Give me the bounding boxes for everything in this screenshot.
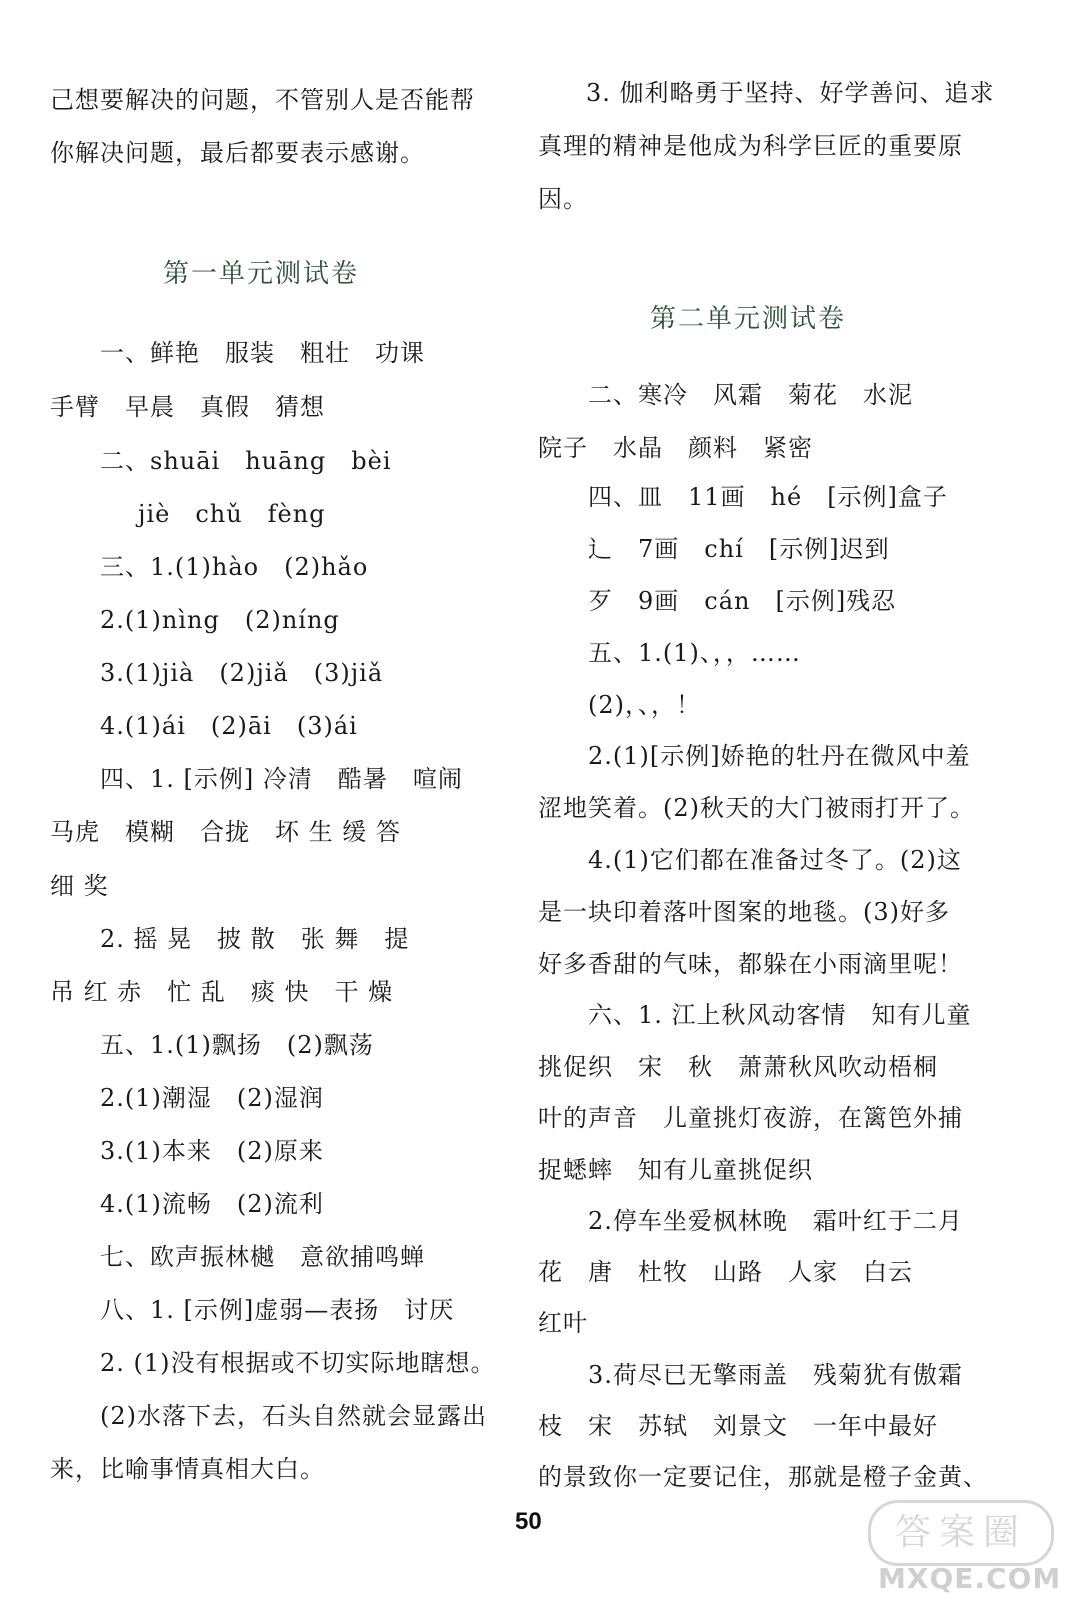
- text-line: 花 唐 杜牧 山路 人家 白云: [538, 1258, 913, 1286]
- watermark-url: MXQE.COM: [878, 1562, 1062, 1595]
- text-line: 3.(1)jià (2)jiǎ (3)jiǎ: [100, 659, 384, 687]
- text-line: (2)，、，！: [588, 691, 701, 719]
- page-number: 50: [515, 1508, 542, 1535]
- text-line: 八、1. [示例]虚弱—表扬 讨厌: [100, 1296, 455, 1324]
- text-line: 4.(1)流畅 (2)流利: [100, 1190, 324, 1218]
- text-line: 2.(1)nìng (2)níng: [100, 606, 340, 634]
- watermark-logo: 答案圈: [868, 1500, 1054, 1566]
- text-line: 细 奖: [50, 872, 109, 900]
- text-line: 好多香甜的气味，都躲在小雨滴里呢！: [538, 950, 963, 978]
- text-line: 五、1.(1)飘扬 (2)飘荡: [100, 1031, 374, 1059]
- text-line: 手臂 早晨 真假 猜想: [50, 393, 325, 421]
- text-line: 2.停车坐爱枫林晚 霜叶红于二月: [588, 1207, 963, 1235]
- text-line: 挑促织 宋 秋 萧萧秋风吹动梧桐: [538, 1053, 938, 1081]
- text-line: 4.(1)ái (2)āi (3)ái: [100, 712, 358, 740]
- text-line: 3.荷尽已无擎雨盖 残菊犹有傲霜: [588, 1361, 963, 1389]
- text-line: (2)水落下去，石头自然就会显露出: [100, 1402, 487, 1430]
- text-line: 2.(1)[示例]娇艳的牡丹在微风中羞: [588, 742, 971, 770]
- text-line: 叶的声音 儿童挑灯夜游，在篱笆外捕: [538, 1104, 963, 1132]
- text-line: 五、1.(1)、，，……: [588, 639, 801, 667]
- text-line: 的景致你一定要记住，那就是橙子金黄、: [538, 1463, 988, 1491]
- text-line: 4.(1)它们都在准备过冬了。(2)这: [588, 846, 962, 874]
- text-line: 2. 摇 晃 披 散 张 舞 提: [100, 925, 410, 953]
- text-line: 2.(1)潮湿 (2)湿润: [100, 1084, 324, 1112]
- text-line: 七、欧声振林樾 意欲捕鸣蝉: [100, 1243, 425, 1271]
- text-line: 捉蟋蟀 知有儿童挑促织: [538, 1156, 813, 1184]
- text-line: 二、寒冷 风霜 菊花 水泥: [588, 381, 913, 409]
- section-title: 第二单元测试卷: [650, 304, 847, 334]
- text-line: 是一块印着落叶图案的地毯。(3)好多: [538, 898, 950, 926]
- text-line: 红叶: [538, 1309, 588, 1337]
- text-line: 马虎 模糊 合拢 坏 生 缓 答: [50, 818, 401, 846]
- text-line: 2. (1)没有根据或不切实际地瞎想。: [100, 1349, 496, 1377]
- text-line: 真理的精神是他成为科学巨匠的重要原: [538, 132, 963, 160]
- text-line: 二、shuāi huāng bèi: [100, 447, 392, 475]
- text-line: 3. 伽利略勇于坚持、好学善问、追求: [586, 79, 995, 107]
- text-line: 六、1. 江上秋风动客情 知有儿童: [588, 1001, 972, 1029]
- text-line: 一、鲜艳 服装 粗壮 功课: [100, 339, 425, 367]
- section-title: 第一单元测试卷: [163, 259, 360, 289]
- text-line: 枝 宋 苏轼 刘景文 一年中最好: [538, 1412, 938, 1440]
- text-line: 辶 7画 chí [示例]迟到: [588, 535, 890, 563]
- text-line: 歹 9画 cán [示例]残忍: [588, 587, 897, 615]
- text-line: 涩地笑着。(2)秋天的大门被雨打开了。: [538, 794, 975, 822]
- text-line: 因。: [538, 185, 588, 213]
- text-line: 3.(1)本来 (2)原来: [100, 1137, 324, 1165]
- text-line: 你解决问题，最后都要表示感谢。: [50, 139, 425, 167]
- text-line: 院子 水晶 颜料 紧密: [538, 434, 813, 462]
- text-line: 四、皿 11画 hé [示例]盒子: [588, 483, 948, 511]
- text-line: 己想要解决的问题，不管别人是否能帮: [50, 86, 475, 114]
- text-line: 四、1. [示例] 冷清 酷暑 喧闹: [100, 765, 463, 793]
- watermark: [868, 1500, 1062, 1595]
- text-line: 来，比喻事情真相大白。: [50, 1455, 325, 1483]
- text-line: 吊 红 赤 忙 乱 痰 快 干 燥: [50, 978, 394, 1006]
- text-line: jiè chǔ fèng: [138, 500, 326, 528]
- text-line: 三、1.(1)hào (2)hǎo: [100, 553, 369, 581]
